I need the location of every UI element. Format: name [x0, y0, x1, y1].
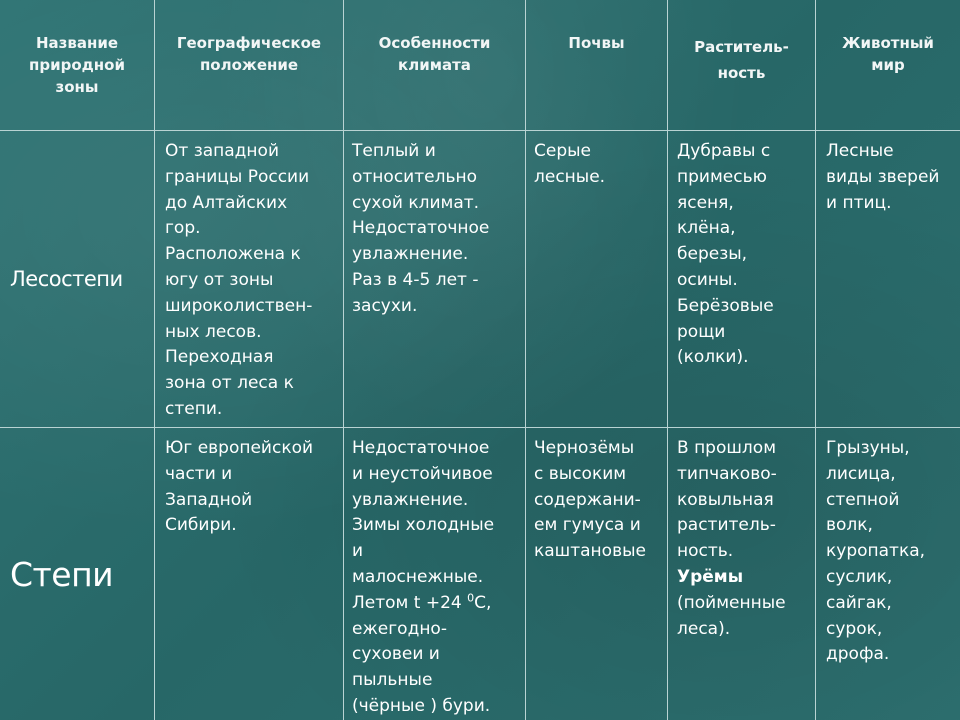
header-vegetation-text: Раститель- ность: [694, 38, 789, 82]
header-soils-text: Почвы: [568, 34, 625, 52]
header-climate: [344, 0, 526, 131]
row-steppe-soils: Чернозёмы с высоким содержани- ем гумуса и каштановые: [526, 428, 668, 720]
steppe-vegetation-uremy-bold: Урёмы: [677, 566, 744, 587]
steppe-vegetation-text-part2: (пойменные леса).: [677, 592, 786, 639]
row-steppe-vegetation: [668, 428, 816, 720]
header-climate-text: Особенности климата: [378, 34, 491, 74]
header-geography: [155, 0, 344, 131]
zone-name-forest-steppe: Лесостепи: [10, 267, 123, 291]
header-geography-text: Географическое положение: [176, 34, 322, 74]
header-fauna: [816, 0, 960, 131]
steppe-climate-text-part1: Недостаточное и неустойчивое увлажнение. Зимы холодные и малоснежные. Летом t +24: [352, 438, 495, 613]
row-forest-steppe-geography: От западной границы России до Алтайских гор. Расположена к югу от зоны широколиствен- ных лесов. Переходная зона от леса к степи.: [155, 131, 344, 428]
header-vegetation: [668, 0, 816, 131]
header-zone-name-text: Название природной зоны: [29, 34, 125, 96]
steppe-climate-text-part2: С, ежегодно- суховеи и пыльные (чёрные ) бури.: [352, 592, 492, 716]
steppe-climate-degree-superscript: 0: [467, 591, 475, 605]
steppe-vegetation-text-part1: В прошлом типчаково- ковыльная раститель- ность.: [677, 438, 777, 562]
row-forest-steppe-vegetation: Дубравы с примесью ясеня, клёна, березы, осины. Берёзовые рощи (колки).: [668, 131, 816, 428]
row-forest-steppe-climate: Теплый и относительно сухой климат. Недостаточное увлажнение. Раз в 4-5 лет - засухи.: [344, 131, 526, 428]
row-steppe-climate: [344, 428, 526, 720]
header-fauna-text: Животный мир: [842, 34, 934, 74]
row-steppe-zone: [0, 428, 155, 720]
header-soils: [526, 0, 668, 131]
row-forest-steppe-soils: Серые лесные.: [526, 131, 668, 428]
row-steppe-fauna: Грызуны, лисица, степной волк, куропатка, суслик, сайгак, сурок, дрофа.: [826, 438, 926, 665]
row-forest-steppe-fauna: Лесные виды зверей и птиц.: [816, 131, 960, 428]
row-steppe-geography: Юг европейской части и Западной Сибири.: [155, 428, 344, 720]
zone-name-steppe: Степи: [10, 554, 114, 594]
row-forest-steppe-zone: [0, 131, 155, 428]
header-zone-name: [0, 0, 155, 131]
